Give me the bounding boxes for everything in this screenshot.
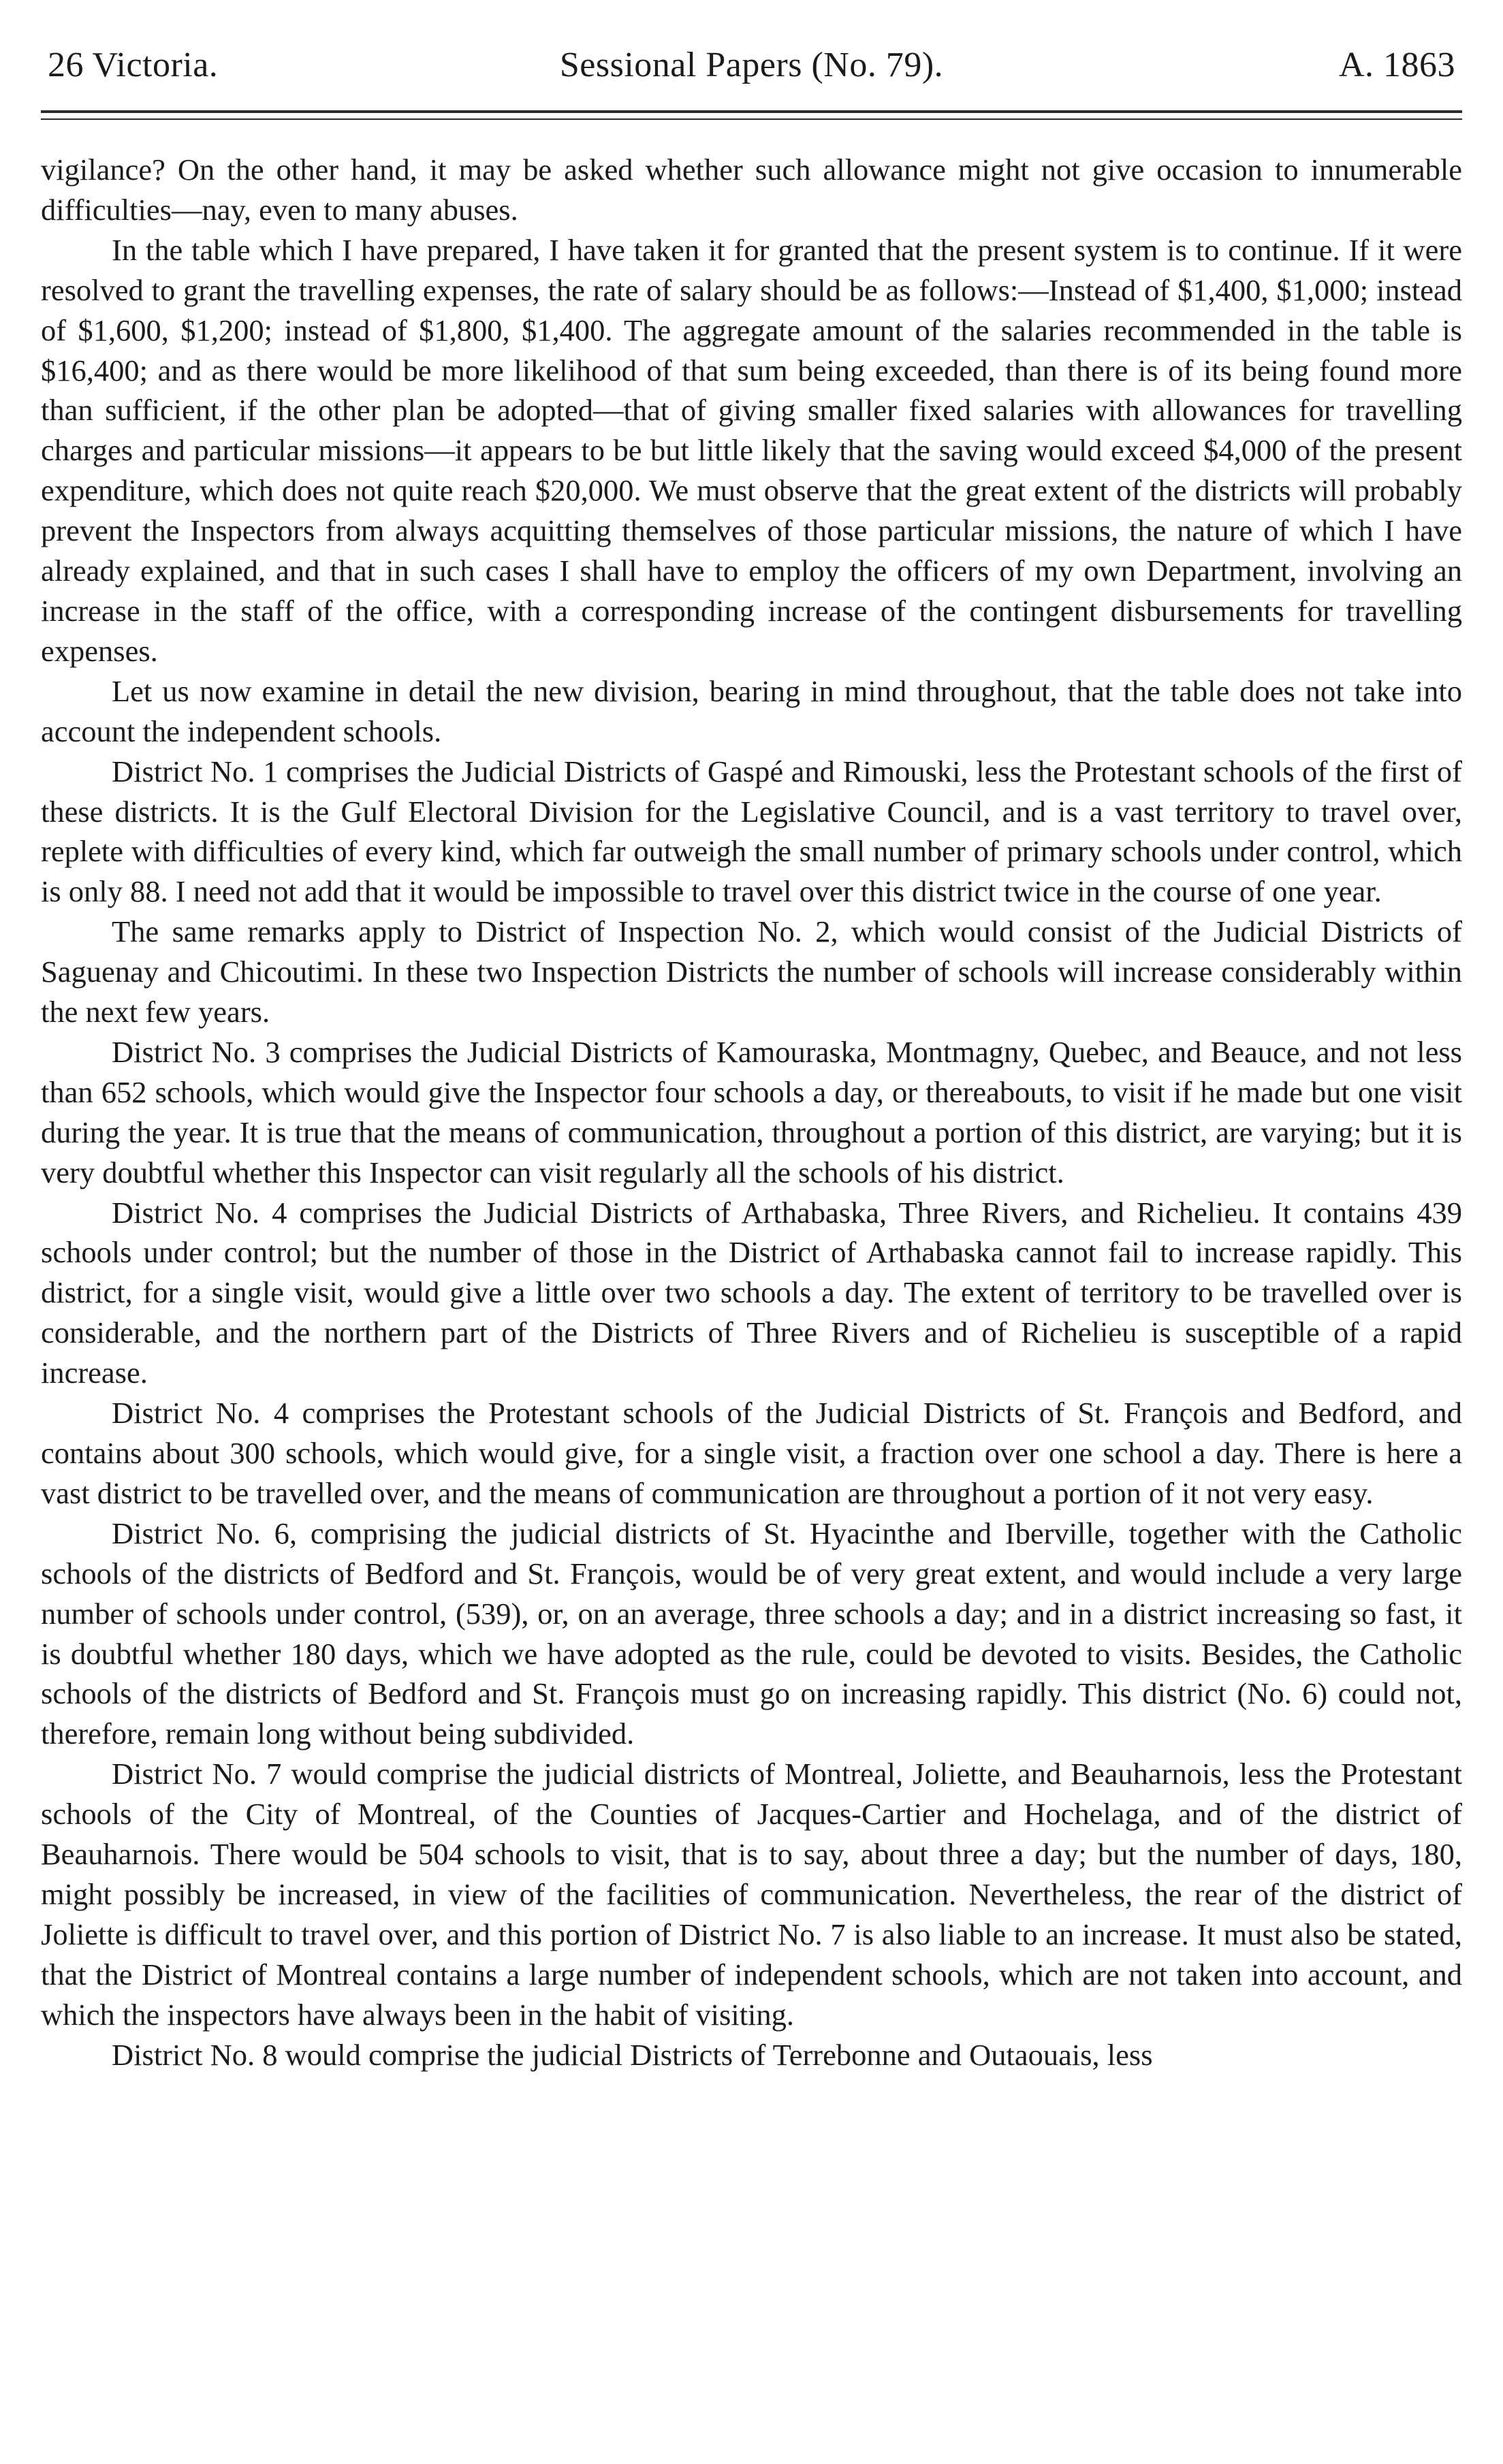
paragraph-salaries: In the table which I have prepared, I have taken it for granted that the present system is to continue. If it were resolved to grant the travelling expenses, the rate of salary should be as follows:—Instead of $1,400, $1,000; instead of $1,600, $1,200; instead of $1,800, $1,400. The aggregate amount of the salaries recommended in the table is $16,400; and as there would be more likelihood of that sum being exceeded, than there is of its being found more than sufficient, if the other plan be adopted—that of giving smaller fixed salaries with allowances for travelling charges and particular missions—it appears to be but little likely that the saving would exceed $4,000 of the present expenditure, which does not quite reach $20,000. We must observe that the great extent of the districts will probably prevent the Inspectors from always acquitting themselves of those particular missions, the nature of which I have already explained, and that in such cases I shall have to employ the officers of my own Department, involving an increase in the staff of the office, with a corresponding increase of the contingent disbursements for travelling expenses. xyxy=(41,232,1462,668)
paragraph-district-2: The same remarks apply to District of Inspection No. 2, which would consist of the Judicial Districts of Saguenay and Chicoutimi. In these two Inspection Districts the number of schools will increase considerably within the next few years. xyxy=(41,914,1462,1029)
paragraph-district-1: District No. 1 comprises the Judicial Districts of Gaspé and Rimouski, less the Protestant schools of the first of these districts. It is the Gulf Electoral Division for the Legislative Council, and is a vast territory to travel over, replete with difficulties of every kind, which far outweigh the small number of primary schools under control, which is only 88. I need not add that it would be impossible to travel over this district twice in the course of one year. xyxy=(41,754,1462,909)
paragraph-district-8: District No. 8 would comprise the judicial Districts of Terrebonne and Outaouais, less xyxy=(112,2037,1153,2072)
document-body xyxy=(41,150,1462,2075)
header-year: A. 1863 xyxy=(1338,46,1455,84)
paragraph-district-4-protestant: District No. 4 comprises the Protestant schools of the Judicial Districts of St. François and Bedford, and contains about 300 schools, which would give, for a single visit, a fraction over one school a day. There is here a vast district to be travelled over, and the means of communication are throughout a portion of it not very easy. xyxy=(41,1396,1462,1510)
paragraph-district-3: District No. 3 comprises the Judicial Districts of Kamouraska, Montmagny, Quebec, and Beauce, and not less than 652 schools, which would give the Inspector four schools a day, or thereabouts, to visit if he made but one visit during the year. It is true that the means of communication, throughout a portion of this district, are varying; but it is very doubtful whether this Inspector can visit regularly all the schools of his district. xyxy=(41,1034,1462,1189)
header-title: Sessional Papers (No. 79). xyxy=(559,46,944,84)
paragraph-new-division: Let us now examine in detail the new division, bearing in mind throughout, that the table does not take into account the independent schools. xyxy=(41,673,1462,748)
paragraph-district-6: District No. 6, comprising the judicial districts of St. Hyacinthe and Iberville, together with the Catholic schools of the districts of Bedford and St. François, would be of very great extent, and would include a very large number of schools under control, (539), or, on an average, three schools a day; and in a district increasing so fast, it is doubtful whether 180 days, which we have adopted as the rule, could be devoted to visits. Besides, the Catholic schools of the districts of Bedford and St. François must go on increasing rapidly. This district (No. 6) could not, therefore, remain long without being subdivided. xyxy=(41,1516,1462,1751)
header-session: 26 Victoria. xyxy=(48,46,219,84)
header-rule-thick xyxy=(41,110,1462,113)
paragraph-district-7: District No. 7 would comprise the judicial districts of Montreal, Joliette, and Beauharnois, less the Protestant schools of the City of Montreal, of the Counties of Jacques-Cartier and Hochelaga, and of the district of Beauharnois. There would be 504 schools to visit, that is to say, about three a day; but the number of days, 180, might possibly be increased, in view of the facilities of communication. Nevertheless, the rear of the district of Joliette is difficult to travel over, and this portion of District No. 7 is also liable to an increase. It must also be stated, that the District of Montreal contains a large number of independent schools, which are not taken into account, and which the inspectors have always been in the habit of visiting. xyxy=(41,1757,1462,2032)
paragraph-district-4: District No. 4 comprises the Judicial Districts of Arthabaska, Three Rivers, and Richelieu. It contains 439 schools under control; but the number of those in the District of Arthabaska cannot fail to increase rapidly. This district, for a single visit, would give a little over two schools a day. The extent of territory to be travelled over is considerable, and the northern part of the Districts of Three Rivers and of Richelieu is susceptible of a rapid increase. xyxy=(41,1195,1462,1390)
header-rule-thin xyxy=(41,118,1462,120)
paragraph-continued: vigilance? On the other hand, it may be asked whether such allowance might not give occasion to innumerable difficulties—nay, even to many abuses. xyxy=(41,153,1462,227)
running-header xyxy=(41,48,1462,83)
